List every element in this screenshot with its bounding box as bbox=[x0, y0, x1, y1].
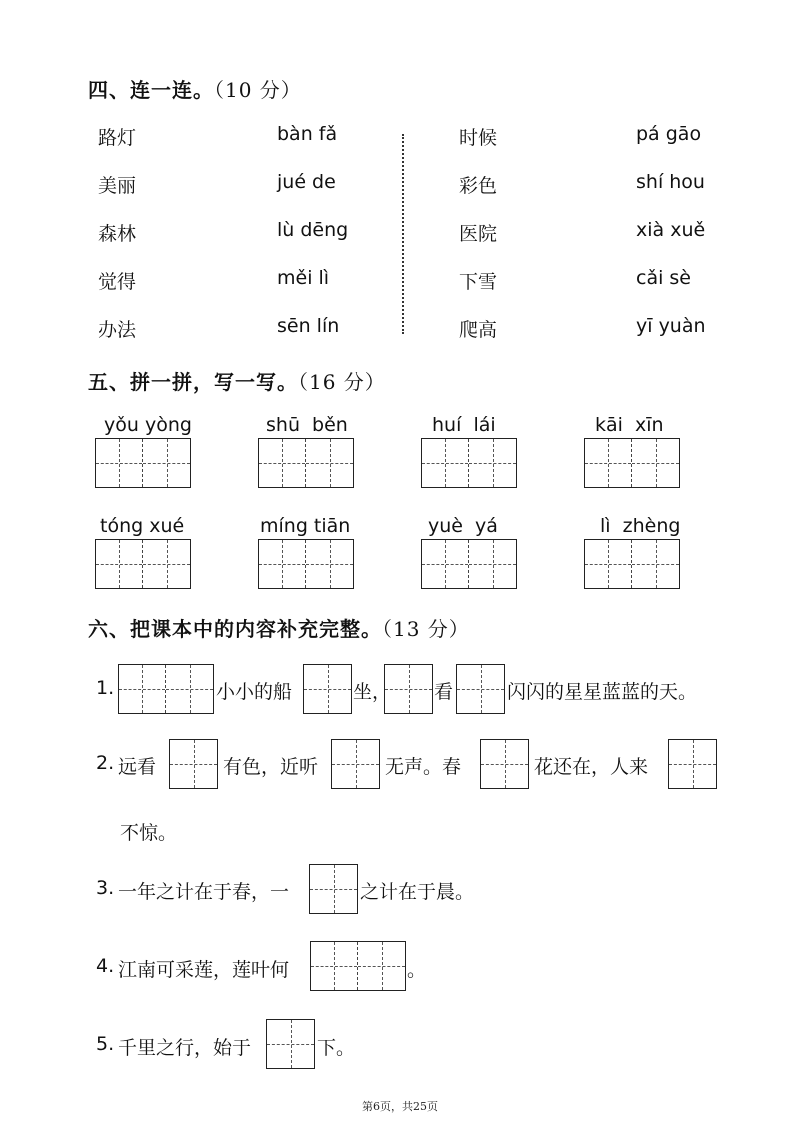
poem-text: 一年之计在于春，一 bbox=[118, 881, 290, 903]
section5-score: （16 分） bbox=[298, 370, 386, 394]
section5-title: 五、拼一拼，写一写。 bbox=[88, 370, 298, 394]
right-pinyin-2: shí hou bbox=[636, 171, 705, 193]
pinyin-prompt: huí lái bbox=[432, 414, 496, 436]
pinyin-prompt: míng tiān bbox=[260, 515, 351, 537]
left-pinyin-5: sēn lín bbox=[277, 315, 340, 337]
poem-text: 远看 bbox=[118, 756, 157, 778]
writing-grid[interactable] bbox=[421, 438, 517, 488]
poem-text: 有色，近听 bbox=[223, 756, 319, 778]
poem-text: 看 bbox=[434, 681, 454, 703]
pinyin-prompt: tóng xué bbox=[100, 515, 185, 537]
question-number: 3. bbox=[96, 877, 115, 899]
writing-grid[interactable] bbox=[584, 438, 680, 488]
writing-grid[interactable] bbox=[266, 1019, 315, 1069]
writing-grid[interactable] bbox=[584, 539, 680, 589]
writing-grid[interactable] bbox=[118, 664, 214, 714]
writing-grid[interactable] bbox=[169, 739, 218, 789]
poem-text: 无声。春 bbox=[385, 756, 462, 778]
poem-text: 闪闪的星星蓝蓝的天。 bbox=[507, 681, 698, 703]
writing-grid[interactable] bbox=[258, 438, 354, 488]
writing-grid[interactable] bbox=[310, 941, 406, 991]
writing-grid[interactable] bbox=[258, 539, 354, 589]
left-word-2: 美丽 bbox=[98, 175, 137, 197]
left-word-3: 森林 bbox=[98, 223, 137, 245]
section4-title: 四、连一连。 bbox=[88, 78, 214, 102]
section6-heading bbox=[88, 613, 470, 642]
right-word-3: 医院 bbox=[459, 223, 498, 245]
right-word-2: 彩色 bbox=[459, 175, 498, 197]
poem-text: 。 bbox=[407, 959, 427, 981]
question-number: 5. bbox=[96, 1033, 115, 1055]
writing-grid[interactable] bbox=[668, 739, 717, 789]
section4-heading bbox=[88, 74, 302, 103]
right-pinyin-3: xià xuě bbox=[636, 219, 706, 241]
poem-text: 千里之行，始于 bbox=[118, 1037, 252, 1059]
writing-grid[interactable] bbox=[384, 664, 433, 714]
poem-text: 小小的船 bbox=[216, 681, 293, 703]
left-word-5: 办法 bbox=[98, 319, 137, 341]
poem-text: 江南可采莲，莲叶何 bbox=[118, 959, 290, 981]
poem-text: 花还在，人来 bbox=[534, 756, 649, 778]
poem-text: 下。 bbox=[317, 1037, 356, 1059]
dotted-divider bbox=[402, 134, 404, 334]
writing-grid[interactable] bbox=[480, 739, 529, 789]
right-pinyin-1: pá gāo bbox=[636, 123, 702, 145]
right-word-4: 下雪 bbox=[459, 271, 498, 293]
poem-text: 坐， bbox=[353, 681, 392, 703]
pinyin-prompt: yuè yá bbox=[428, 515, 498, 537]
section4-score: （10 分） bbox=[214, 78, 302, 102]
left-pinyin-4: měi lì bbox=[277, 267, 330, 289]
right-pinyin-5: yī yuàn bbox=[636, 315, 706, 337]
pinyin-prompt: shū běn bbox=[266, 414, 348, 436]
left-pinyin-3: lù dēng bbox=[277, 219, 349, 241]
writing-grid[interactable] bbox=[303, 664, 352, 714]
question-number: 2. bbox=[96, 752, 115, 774]
writing-grid[interactable] bbox=[95, 438, 191, 488]
left-word-4: 觉得 bbox=[98, 271, 137, 293]
writing-grid[interactable] bbox=[309, 864, 358, 914]
left-pinyin-2: jué de bbox=[277, 171, 336, 193]
question-number: 4. bbox=[96, 955, 115, 977]
section6-score: （13 分） bbox=[382, 617, 470, 641]
section6-title: 六、把课本中的内容补充完整。 bbox=[88, 617, 382, 641]
writing-grid[interactable] bbox=[421, 539, 517, 589]
pinyin-prompt: kāi xīn bbox=[595, 414, 664, 436]
left-word-1: 路灯 bbox=[98, 127, 137, 149]
pinyin-prompt: yǒu yòng bbox=[104, 414, 192, 436]
page-footer: 第6页，共25页 bbox=[362, 1100, 438, 1113]
right-word-1: 时候 bbox=[459, 127, 498, 149]
writing-grid[interactable] bbox=[95, 539, 191, 589]
right-pinyin-4: cǎi sè bbox=[636, 267, 691, 289]
left-pinyin-1: bàn fǎ bbox=[277, 123, 338, 145]
writing-grid[interactable] bbox=[456, 664, 505, 714]
poem-text: 不惊。 bbox=[120, 822, 178, 844]
right-word-5: 爬高 bbox=[459, 319, 498, 341]
section5-heading bbox=[88, 366, 386, 395]
writing-grid[interactable] bbox=[331, 739, 380, 789]
poem-text: 之计在于晨。 bbox=[360, 881, 475, 903]
pinyin-prompt: lì zhèng bbox=[600, 515, 681, 537]
question-number: 1. bbox=[96, 677, 115, 699]
